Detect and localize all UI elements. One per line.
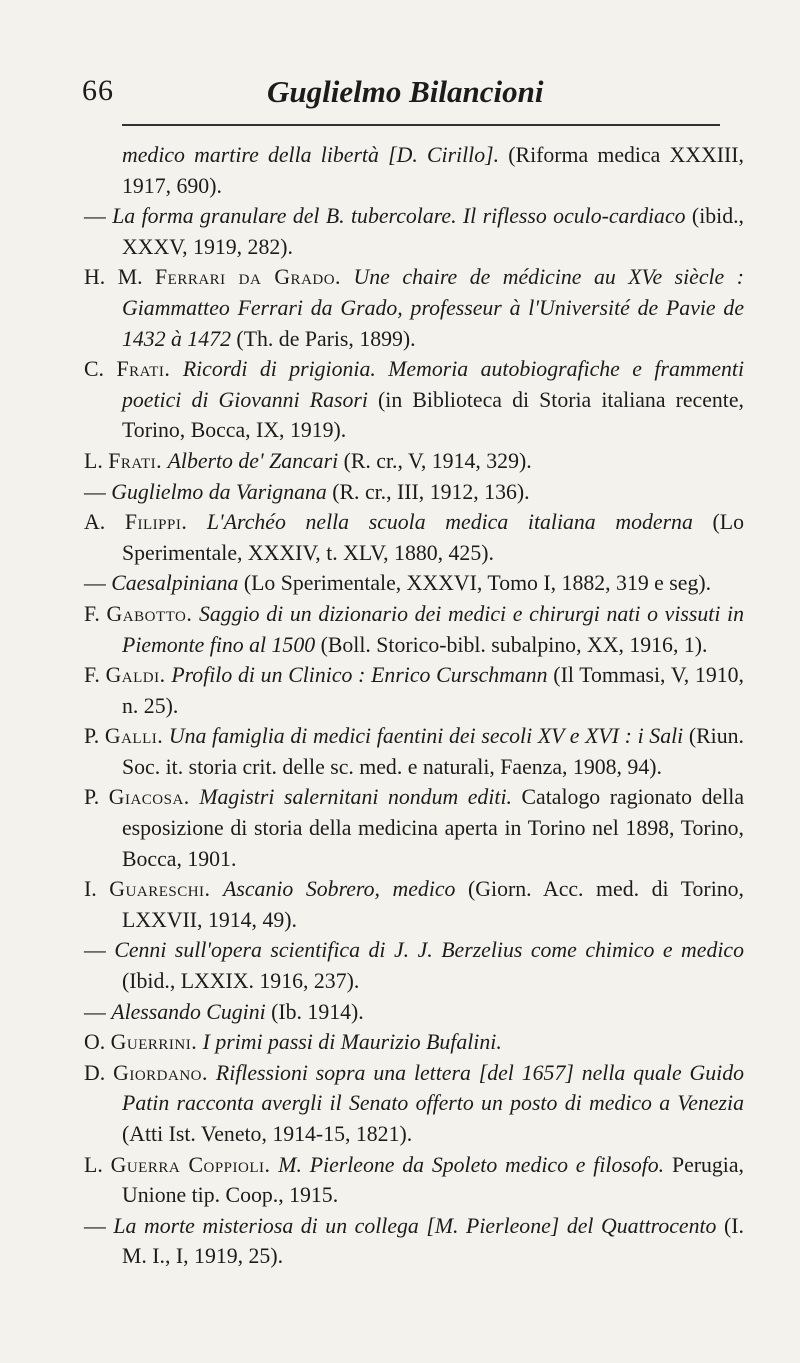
entry-prefix: F. (84, 601, 100, 626)
entry-prefix: — (84, 479, 106, 504)
entry-prefix: — (84, 999, 106, 1024)
entry-title: Ricordi di prigionia. Memoria autobiografiche e frammenti poetici di Giovanni Rasori (122, 357, 745, 412)
entry-title: Caesalpiniana (111, 571, 239, 596)
entry-title: M. Pierleone da Spoleto medico e filosofo. (278, 1152, 665, 1177)
entry-title: Cenni sull'opera scientifica di J. J. Berzelius come chimico e medico (114, 938, 744, 963)
entry-prefix: I. (84, 877, 97, 902)
entry-title: La morte misteriosa di un collega [M. Pierleone] del Quattrocento (113, 1213, 717, 1238)
bibliography-entry (84, 446, 744, 477)
entry-prefix: D. (84, 1060, 106, 1085)
entry-citation: (Il Tommasi, V, 1910, n. 25). (122, 663, 744, 718)
entry-author: Giacosa. (108, 785, 190, 810)
entry-title: Guglielmo da Varignana (111, 479, 327, 504)
entry-author: Galdi. (105, 663, 166, 688)
entry-citation: (Ibid., LXXIX. 1916, 237). (122, 969, 360, 994)
entry-title: medico martire della libertà [D. Cirillo]. (122, 143, 500, 167)
entry-title: Alberto de' Zancari (167, 448, 339, 473)
entry-prefix: F. (84, 663, 100, 688)
entry-citation: (R. cr., V, 1914, 329). (338, 448, 532, 473)
entry-title: Magistri salernitani nondum editi. (199, 785, 512, 810)
entry-title: Saggio di un dizionario dei medici e chirurgi nati o vissuti in Piemonte fino al 1500 (122, 601, 745, 657)
entry-citation: (Atti Ist. Veneto, 1914-15, 1821). (122, 1122, 413, 1146)
entry-title: I primi passi di Maurizio Bufalini. (202, 1030, 502, 1055)
entry-citation: (I. M. I., I, 1919, 25). (122, 1213, 744, 1269)
entry-author: Guareschi. (109, 877, 211, 902)
entry-citation: Perugia, Unione tip. Coop., 1915. (122, 1152, 744, 1208)
entry-citation: (Riforma medica XXXIII, 1917, 690). (122, 143, 744, 198)
bibliography-entry (84, 935, 744, 996)
bibliography-entry (84, 721, 744, 782)
bibliography-entry (84, 477, 744, 508)
bibliography-entry (84, 1211, 744, 1272)
bibliography-entry (84, 1150, 744, 1211)
bibliography-list (84, 140, 744, 1272)
bibliography-entry (84, 1027, 744, 1058)
bibliography-entry (84, 140, 744, 201)
entry-author: Guerra Coppioli. (110, 1152, 271, 1177)
page-header (82, 74, 722, 122)
entry-author: Gabotto. (106, 601, 193, 626)
entry-prefix: C. (84, 357, 104, 382)
entry-author: Filippi. (124, 510, 188, 535)
bibliography-entry (84, 660, 744, 721)
bibliography-entry (84, 201, 744, 262)
entry-author: Guerrini. (110, 1030, 198, 1055)
bibliography-entry (84, 874, 744, 935)
entry-citation: (Giorn. Acc. med. di Torino, LXXVII, 1914, 49). (122, 877, 744, 932)
bibliography-entry (84, 1058, 744, 1150)
bibliography-entry (84, 782, 744, 874)
entry-title: Alessando Cugini (111, 999, 266, 1024)
entry-title: Riflessioni sopra una lettera [del 1657] nella quale Guido Patin racconta avergli il Senato offerto un posto di medico a Venezia (122, 1060, 745, 1116)
entry-citation: (Ib. 1914). (265, 999, 364, 1024)
entry-title: Ascanio Sobrero, medico (223, 877, 456, 902)
entry-title: Une chaire de médicine au XVe siècle : Giammatteo Ferrari da Grado, professeur à l'Université de Pavie de 1432 à 1472 (122, 265, 744, 351)
bibliography-entry (84, 568, 744, 599)
entry-citation: (Lo Sperimentale, XXXVI, Tomo I, 1882, 319 e seg). (238, 571, 712, 596)
running-title: Guglielmo Bilancioni (267, 74, 544, 109)
entry-prefix: P. (84, 724, 100, 749)
entry-title: Profilo di un Clinico : Enrico Curschmann (171, 663, 548, 688)
entry-title: L'Archéo nella scuola medica italiana moderna (206, 510, 693, 535)
entry-prefix: — (84, 1213, 106, 1238)
entry-title: Una famiglia di medici faentini dei secoli XV e XVI : i Sali (168, 724, 684, 749)
entry-prefix: A. (84, 510, 106, 535)
entry-prefix: — (84, 938, 106, 963)
entry-prefix: L. (84, 1152, 103, 1177)
entry-citation: (in Biblioteca di Storia italiana recente, Torino, Bocca, IX, 1919). (122, 387, 744, 443)
bibliography-entry (84, 599, 744, 660)
bibliography-entry (84, 354, 744, 446)
entry-author: Frati. (116, 357, 171, 382)
entry-citation: Catalogo ragionato della esposizione di storia della medicina aperta in Torino nel 1898, Torino, Bocca, 1901. (122, 785, 744, 871)
entry-prefix: H. M. (84, 265, 143, 290)
entry-prefix: — (84, 571, 106, 596)
entry-citation: (Lo Sperimentale, XXXIV, t. XLV, 1880, 425). (122, 510, 744, 565)
entry-citation: (Th. de Paris, 1899). (230, 326, 416, 351)
entry-citation: (Riun. Soc. it. storia crit. delle sc. med. e naturali, Faenza, 1908, 94). (122, 724, 744, 779)
entry-author: Frati. (108, 448, 163, 473)
entry-prefix: L. (84, 448, 103, 473)
entry-author: Giordano. (113, 1060, 208, 1085)
header-rule (122, 124, 720, 126)
entry-title: La forma granulare del B. tubercolare. Il riflesso oculo-cardiaco (112, 204, 686, 229)
page-number: 66 (82, 74, 114, 107)
entry-citation: (R. cr., III, 1912, 136). (326, 479, 530, 504)
bibliography-entry (84, 507, 744, 568)
entry-author: Galli. (104, 724, 164, 749)
entry-citation: (ibid., XXXV, 1919, 282). (122, 204, 744, 259)
entry-prefix: — (84, 204, 106, 229)
entry-prefix: P. (84, 785, 100, 810)
entry-author: Ferrari da Grado. (155, 265, 342, 290)
bibliography-entry (84, 997, 744, 1028)
entry-citation: (Boll. Storico-bibl. subalpino, XX, 1916, 1). (315, 632, 708, 657)
entry-prefix: O. (84, 1030, 106, 1055)
bibliography-entry (84, 262, 744, 354)
